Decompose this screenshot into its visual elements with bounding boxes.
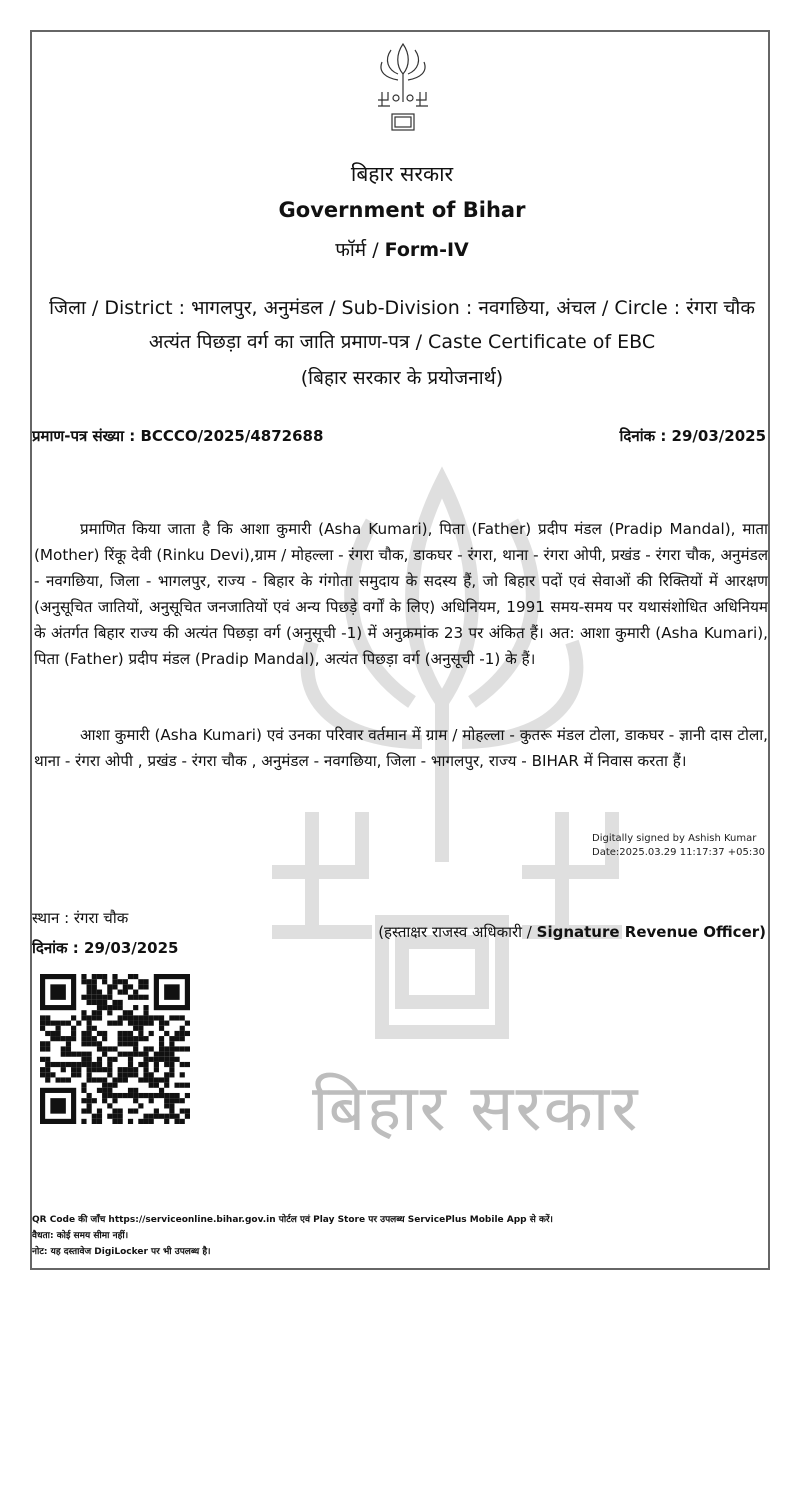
issue-place: स्थान : रंगरा चौक: [32, 909, 129, 927]
note-validity: वैधता: कोई समय सीमा नहीं।: [32, 1231, 129, 1241]
bihar-emblem-icon: [372, 40, 434, 138]
note-digilocker: नोट: यह दस्तावेज DigiLocker पर भी उपलब्ध है।: [32, 1247, 211, 1257]
note-qr-verification: QR Code की जाँच https://serviceonline.bihar.gov.in पोर्टल एवं Play Store पर उपलब्ध ServicePlus Mobile App से करें।: [32, 1215, 553, 1225]
header-title-hindi: बिहार सरकार: [350, 162, 454, 186]
signature-officer-hindi: (हस्ताक्षर राजस्व अधिकारी /: [378, 923, 537, 941]
certificate-date: [620, 426, 766, 446]
issue-date: दिनांक : 29/03/2025: [32, 939, 179, 957]
certificate-number-label: प्रमाण-पत्र संख्या :: [32, 427, 141, 445]
digital-signature-name: Digitally signed by Ashish Kumar: [592, 833, 757, 844]
certificate-number: [32, 426, 323, 446]
qr-code-icon: [40, 974, 190, 1124]
form-label-hindi: फॉर्म /: [335, 239, 385, 261]
form-label-english: Form-IV: [384, 239, 469, 261]
signature-officer-english: Signature Revenue Officer): [536, 923, 766, 941]
certificate-body-paragraph-1: प्रमाणित किया जाता है कि आशा कुमारी (Asha Kumari), पिता (Father) प्रदीप मंडल (Pradip Mandal), माता (Mother) रिंकू देवी (Rinku Devi),ग्राम / मोहल्ला - रंगरा चौक, डाकघर - रंगरा, थाना - रंगरा ओपी, प्रखंड - रंगरा चौक, अनुमंडल - नवगछिया, जिला - भागलपुर, राज्य - बिहार के गंगोता समुदाय के सदस्य हैं, जो बिहार पदों एवं सेवाओं की रिक्तियों में आरक्षण (अनुसूचित जातियों, अनुसूचित जनजातियों एवं अन्य पिछड़े वर्गों के लिए) अधिनियम, 1991 समय-समय पर यथासंशोधित अधिनियम के अंतर्गत बिहार राज्य की अत्यंत पिछड़ा वर्ग (अनुसूची -1) में अनुक्रमांक 23 पर अंकित हैं। अत: आशा कुमारी (Asha Kumari), पिता (Father) प्रदीप मंडल (Pradip Mandal), अत्यंत पिछड़ा वर्ग (अनुसूची -1) के हैं।: [34, 520, 768, 668]
digital-signature-info: [592, 832, 765, 860]
footer-notes: [32, 1212, 553, 1260]
certificate-number-value: BCCCO/2025/4872688: [140, 427, 324, 445]
certificate-subtitle: (बिहार सरकार के प्रयोजनार्थ): [300, 367, 504, 389]
form-label: [32, 236, 770, 262]
certificate-frame: [30, 30, 770, 1270]
certificate-date-label: दिनांक :: [619, 427, 672, 445]
watermark-text: बिहार सरकार: [312, 1072, 640, 1146]
header-title-english: Government of Bihar: [278, 198, 526, 222]
signature-officer: [378, 922, 766, 942]
certificate-body-paragraph-2: आशा कुमारी (Asha Kumari) एवं उनका परिवार वर्तमान में ग्राम / मोहल्ला - कुतरू मंडल टोला, डाकघर - ज्ञानी दास टोला, थाना - रंगरा ओपी , प्रखंड - रंगरा चौक , अनुमंडल - नवगछिया, जिला - भागलपुर, राज्य - BIHAR में निवास करता हैं।: [34, 726, 768, 770]
digital-signature-date: Date:2025.03.29 11:17:37 +05:30: [592, 847, 765, 858]
certificate-title: अत्यंत पिछड़ा वर्ग का जाति प्रमाण-पत्र / Caste Certificate of EBC: [148, 331, 656, 353]
location-line: जिला / District : भागलपुर, अनुमंडल / Sub-Division : नवगछिया, अंचल / Circle : रंगरा चौक: [49, 297, 755, 319]
certificate-date-value: 29/03/2025: [671, 427, 766, 445]
